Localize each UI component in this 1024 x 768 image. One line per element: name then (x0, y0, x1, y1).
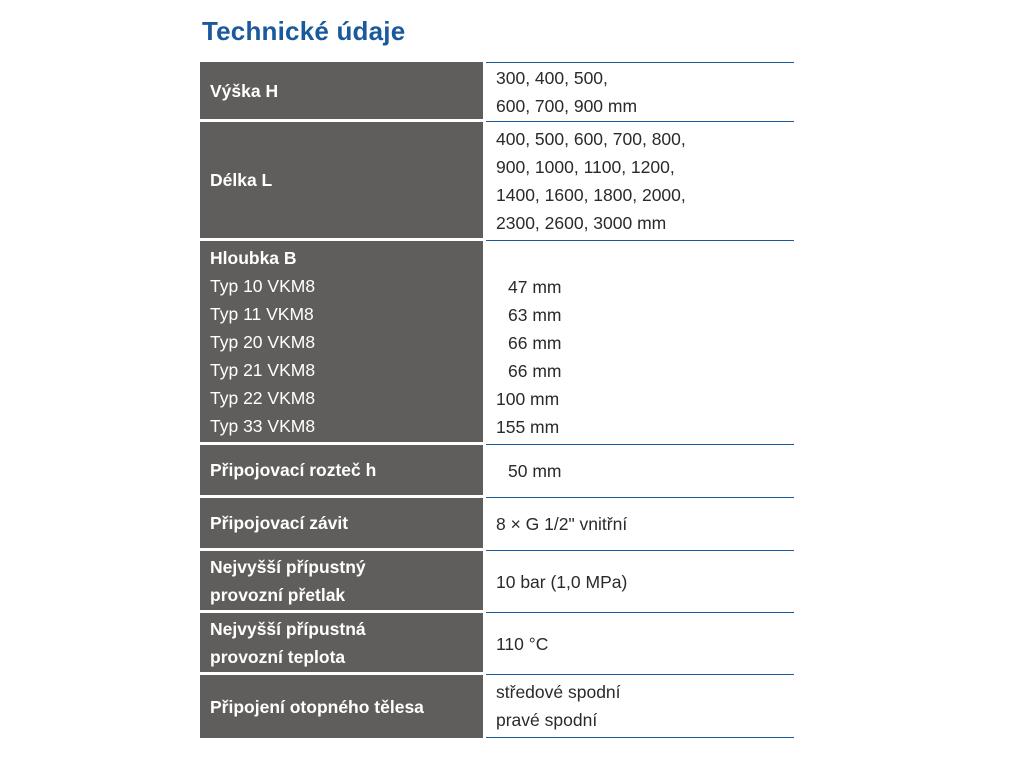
value-line: 66 mm (508, 361, 562, 381)
value-line: 1400, 1600, 1800, 2000, (496, 185, 686, 205)
label-text: Připojení otopného tělesa (210, 696, 424, 717)
value-line: 8 × G 1/2" vnitřní (496, 514, 628, 534)
row-label (200, 62, 483, 119)
label-text: Připojovací závit (210, 513, 349, 533)
value-line: 63 mm (508, 305, 562, 325)
row-value (486, 445, 794, 498)
type-label: Typ 21 VKM8 (210, 359, 316, 380)
row-value (486, 62, 794, 122)
type-label: Typ 10 VKM8 (210, 275, 316, 296)
table-row-pretlak (200, 551, 794, 613)
page-title: Technické údaje (202, 16, 406, 46)
label-text: Délka L (210, 170, 273, 190)
label-text: Nejvyšší přípustný (210, 556, 366, 577)
technical-data-table (200, 62, 794, 738)
row-label (200, 445, 483, 495)
type-label: Typ 22 VKM8 (210, 387, 316, 408)
table-row-zavit (200, 498, 794, 551)
label-text: Připojovací rozteč h (210, 460, 377, 480)
value-line: 2300, 2600, 3000 mm (496, 213, 667, 233)
type-label: Typ 33 VKM8 (210, 415, 316, 436)
table-row-pripojeni (200, 675, 794, 738)
row-value (486, 122, 794, 241)
row-value (486, 613, 794, 675)
table-row-teplota (200, 613, 794, 675)
label-text: Nejvyšší přípustná (210, 618, 366, 639)
value-line: 66 mm (508, 333, 562, 353)
value-line: 600, 700, 900 mm (496, 96, 638, 116)
value-line: středové spodní (496, 682, 621, 702)
table-row-hloubka (200, 241, 794, 445)
label-text: provozní teplota (210, 646, 346, 667)
row-label (200, 675, 483, 738)
label-text: provozní přetlak (210, 584, 346, 605)
label-text: Výška H (210, 80, 279, 101)
row-value (486, 241, 794, 445)
value-line: 100 mm (496, 389, 560, 409)
value-line: 155 mm (496, 417, 560, 437)
value-line: 47 mm (508, 277, 562, 297)
row-label (200, 613, 483, 672)
value-line: 110 °C (496, 633, 549, 654)
table-row-roztec (200, 445, 794, 498)
row-label (200, 551, 483, 610)
row-value (486, 498, 794, 551)
table-row-delka (200, 122, 794, 241)
row-label (200, 122, 483, 238)
row-value (486, 675, 794, 738)
label-text: Hloubka B (210, 247, 297, 268)
row-value (486, 551, 794, 613)
value-line: 300, 400, 500, (496, 68, 608, 88)
row-label (200, 498, 483, 548)
value-line: 10 bar (1,0 MPa) (496, 571, 628, 592)
value-line: 400, 500, 600, 700, 800, (496, 129, 686, 149)
value-line: 50 mm (508, 461, 562, 481)
value-line: pravé spodní (496, 710, 598, 730)
type-label: Typ 20 VKM8 (210, 331, 316, 352)
value-line: 900, 1000, 1100, 1200, (496, 157, 675, 177)
row-label (200, 241, 483, 442)
type-label: Typ 11 VKM8 (210, 303, 314, 324)
table-row-vyska (200, 62, 794, 122)
